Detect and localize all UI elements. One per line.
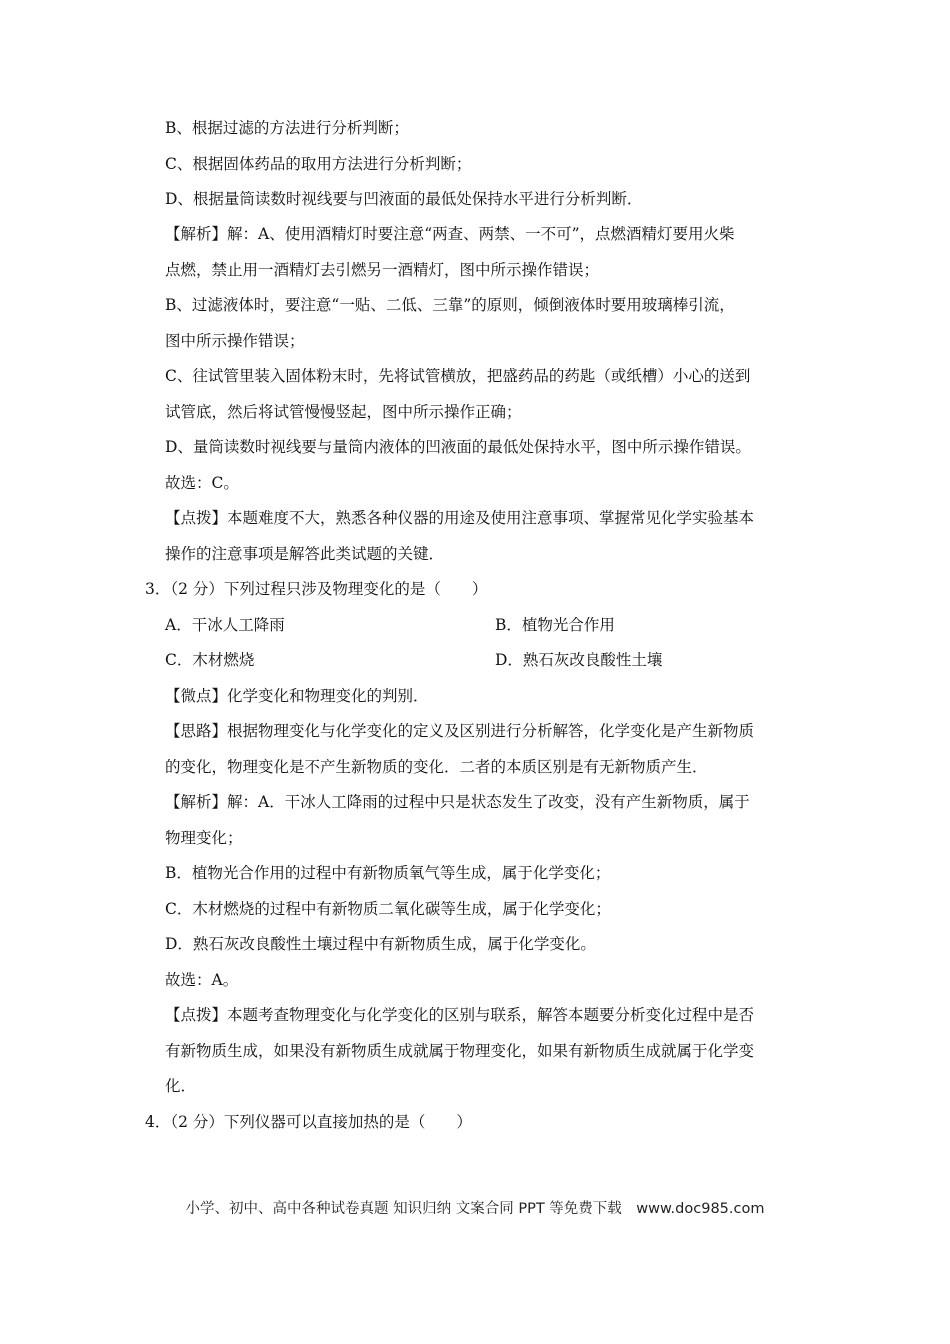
q3-approach-line1: 【思路】根据物理变化与化学变化的定义及区别进行分析解答，化学变化是产生新物质 — [165, 722, 755, 740]
q2-analysis-a-line1: 【解析】解：A、使用酒精灯时要注意“两查、两禁、一不可”，点燃酒精灯要用火柴 — [165, 225, 735, 243]
q2-analysis-b-line1: B、过滤液体时，要注意“一贴、二低、三靠”的原则，倾倒液体时要用玻璃棒引流， — [165, 296, 735, 314]
q3-analysis-a-line2: 物理变化； — [165, 829, 243, 847]
q2-tip-line2: 操作的注意事项是解答此类试题的关键． — [165, 545, 445, 563]
q3-analysis-a-line1: 【解析】解：A．干冰人工降雨的过程中只是状态发生了改变，没有产生新物质，属于 — [165, 793, 750, 811]
q3-option-b: B．植物光合作用 — [495, 616, 615, 634]
q3-keypoint: 【微点】化学变化和物理变化的判别． — [165, 687, 429, 705]
q2-analysis-a-line2: 点燃，禁止用一酒精灯去引燃另一酒精灯，图中所示操作错误； — [165, 261, 600, 279]
q3-tip-line2: 有新物质生成，如果没有新物质生成就属于物理变化，如果有新物质生成就属于化学变 — [165, 1042, 755, 1060]
q3-option-d: D．熟石灰改良酸性土壤 — [495, 651, 663, 669]
q3-tip-line1: 【点拨】本题考查物理变化与化学变化的区别与联系，解答本题要分析变化过程中是否 — [165, 1006, 755, 1024]
q3-analysis-d: D．熟石灰改良酸性土壤过程中有新物质生成，属于化学变化。 — [165, 935, 596, 953]
q4-stem: 4．（2 分）下列仪器可以直接加热的是（ ） — [145, 1113, 472, 1131]
q3-stem: 3．（2 分）下列过程只涉及物理变化的是（ ） — [145, 580, 488, 598]
q3-tip-line3: 化． — [165, 1077, 197, 1095]
q2-analysis-d: D、量筒读数时视线要与量筒内液体的凹液面的最低处保持水平，图中所示操作错误。 — [165, 438, 751, 456]
q2-tip-line1: 【点拨】本题难度不大，熟悉各种仪器的用途及使用注意事项、掌握常见化学实验基本 — [165, 509, 755, 527]
q3-analysis-b: B．植物光合作用的过程中有新物质氧气等生成，属于化学变化； — [165, 864, 611, 882]
q3-analysis-c: C．木材燃烧的过程中有新物质二氧化碳等生成，属于化学变化； — [165, 900, 611, 918]
page-footer: 小学、初中、高中各种试卷真题 知识归纳 文案合同 PPT 等免费下载 www.doc985.com — [185, 1201, 765, 1217]
q3-option-c: C．木材燃烧 — [165, 651, 255, 669]
q3-approach-line2: 的变化，物理变化是不产生新物质的变化．二者的本质区别是有无新物质产生． — [165, 758, 708, 776]
q2-analysis-b-line2: 图中所示操作错误； — [165, 332, 305, 350]
q2-hint-d: D、根据量筒读数时视线要与凹液面的最低处保持水平进行分析判断． — [165, 190, 643, 208]
q2-analysis-c-line2: 试管底，然后将试管慢慢竖起，图中所示操作正确； — [165, 403, 522, 421]
q2-analysis-c-line1: C、往试管里装入固体粉末时，先将试管横放，把盛药品的药匙（或纸槽）小心的送到 — [165, 367, 751, 385]
q2-answer: 故选：C。 — [165, 474, 239, 492]
q3-option-a: A．干冰人工降雨 — [165, 616, 285, 634]
q3-answer: 故选：A。 — [165, 971, 239, 989]
q2-hint-c: C、根据固体药品的取用方法进行分析判断； — [165, 155, 472, 173]
q2-hint-b: B、根据过滤的方法进行分析判断； — [165, 119, 409, 137]
